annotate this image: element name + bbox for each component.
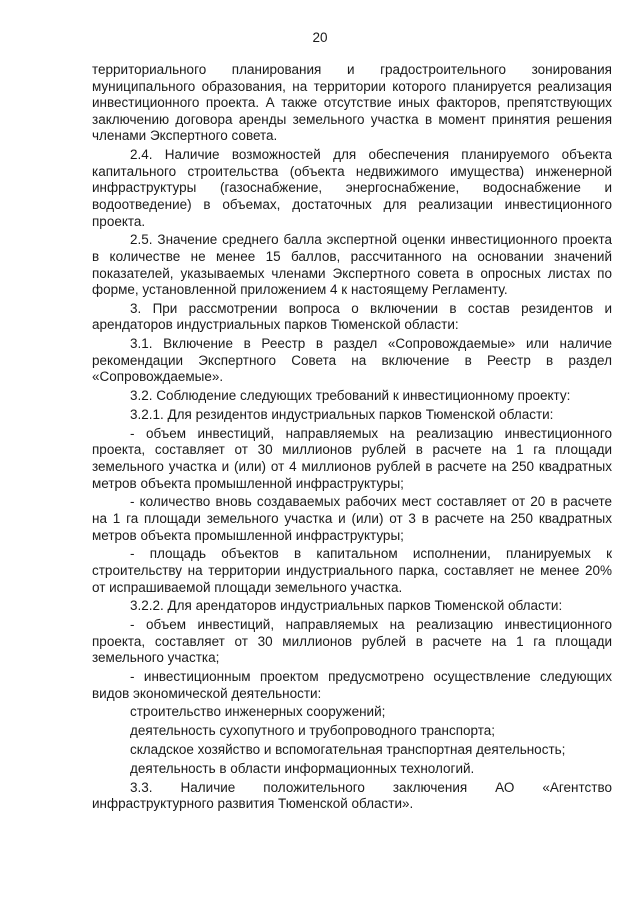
paragraph-3-2-2: 3.2.2. Для арендаторов индустриальных парков Тюменской области: (130, 598, 563, 614)
document-body (92, 62, 612, 815)
paragraph-3-1: 3.1. Включение в Реестр в раздел «Сопровождаемые» или наличие рекомендации Экспертного Совета на включение в Реестр в раздел «Сопровождаемые». (92, 336, 612, 385)
page-number: 20 (312, 30, 328, 45)
paragraph-3-3: 3.3. Наличие положительного заключения АО «Агентство инфраструктурного развития Тюменской области». (92, 779, 612, 812)
paragraph-3: 3. При рассмотрении вопроса о включении в состав резидентов и арендаторов индустриальных парков Тюменской области: (92, 300, 612, 333)
list-item-new-jobs: - количество вновь создаваемых рабочих мест составляет от 20 в расчете на 1 га площади земельного участка и (или) от 3 в расчете на 250 квадратных метров объекта промышленной инфраструктуры; (92, 494, 612, 543)
activity-item: деятельность сухопутного и трубопроводного транспорта; (130, 723, 496, 739)
paragraph-3-2: 3.2. Соблюдение следующих требований к инвестиционному проекту: (130, 388, 571, 404)
paragraph-continuation: территориального планирования и градостроительного зонирования муниципального образования, на территории которого планируется реализация инвестиционного проекта. А также отсутствие иных факторов, препятствующих заключению договора аренды земельного участка в момент принятия решения членами Экспертного совета. (92, 62, 612, 144)
list-item-capital-objects-area: - площадь объектов в капитальном исполнении, планируемых к строительству на территории индустриального парка, составляет не менее 20% от испрашиваемой площади земельного участка. (92, 546, 612, 595)
list-item-investment-volume-residents: - объем инвестиций, направляемых на реализацию инвестиционного проекта, составляет от 30 миллионов рублей в расчете на 1 га площади земельного участка и (или) от 4 миллионов рублей в расчете на 250 квадратных метров объекта промышленной инфраструктуры; (92, 425, 612, 491)
paragraph-2-4: 2.4. Наличие возможностей для обеспечения планируемого объекта капитального строительства (объекта недвижимого имущества) инженерной инфраструктуры (газоснабжение, энергоснабжение, водоснабжение и водоотведение) в объемах, достаточных для реализации инвестиционного проекта. (92, 147, 612, 229)
list-item-investment-volume-tenants: - объем инвестиций, направляемых на реализацию инвестиционного проекта, составляет от 30 миллионов рублей в расчете на 1 га площади земельного участка; (92, 617, 612, 666)
activity-item: складское хозяйство и вспомогательная транспортная деятельность; (130, 741, 566, 757)
activity-item: строительство инженерных сооружений; (130, 704, 386, 720)
paragraph-3-2-1: 3.2.1. Для резидентов индустриальных парков Тюменской области: (130, 407, 554, 422)
activity-item: деятельность в области информационных технологий. (130, 760, 475, 776)
list-item-activity-types: - инвестиционным проектом предусмотрено осуществление следующих видов экономической деятельности: (92, 669, 612, 701)
paragraph-2-5: 2.5. Значение среднего балла экспертной оценки инвестиционного проекта в количестве не менее 15 баллов, рассчитанного на основании значений показателей, указываемых членами Экспертного совета в опросных листах по форме, установленной приложением 4 к настоящему Регламенту. (92, 232, 612, 298)
